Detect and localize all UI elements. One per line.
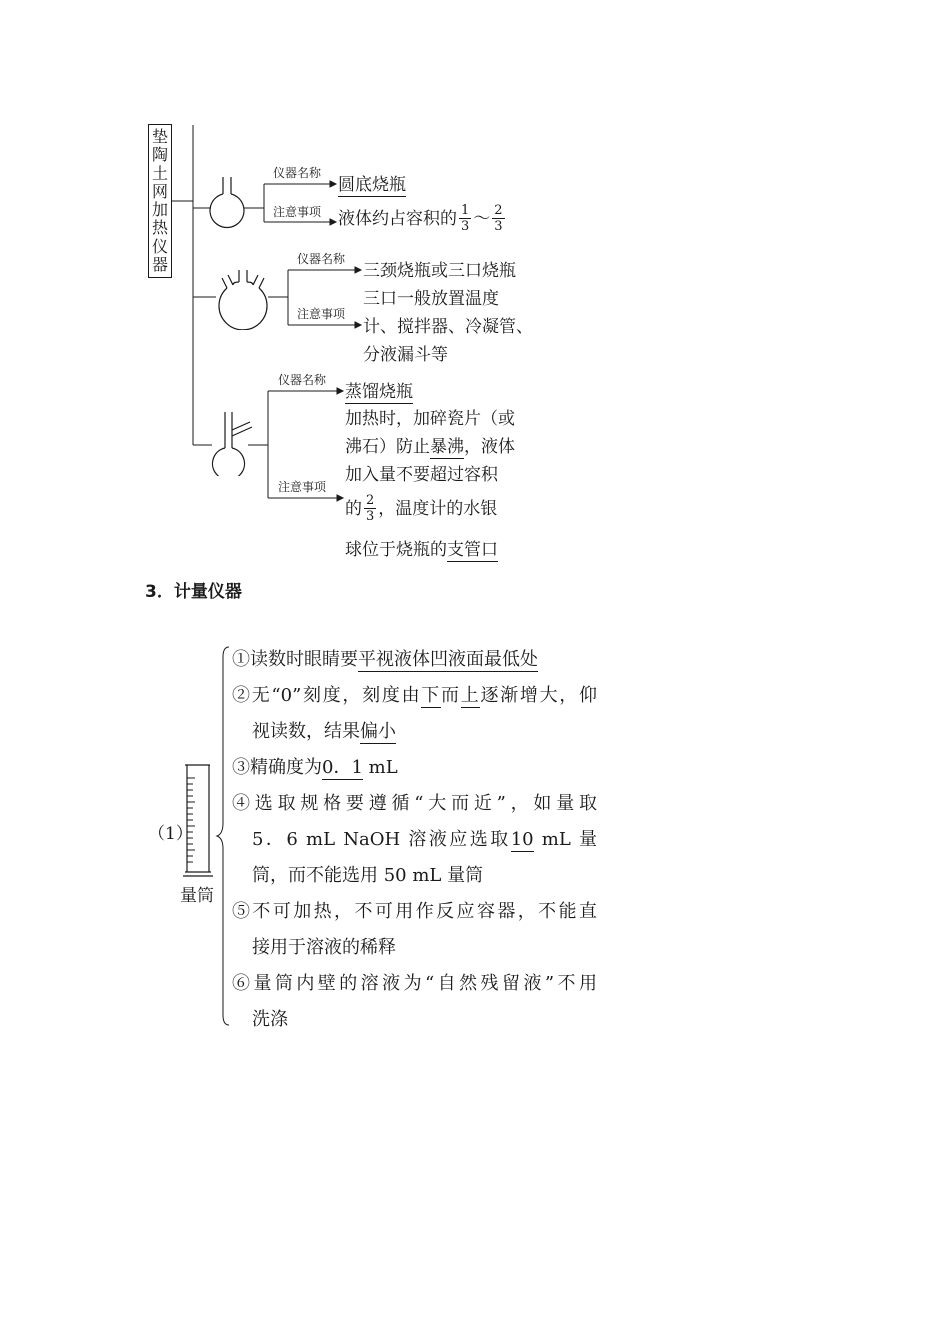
answer-blank: 10 <box>510 829 534 850</box>
note-text: ，温度计的水银 <box>378 498 498 519</box>
label-notes: 注意事项 <box>278 480 327 494</box>
list-item <box>232 642 597 678</box>
title-char: 热 <box>151 218 168 238</box>
answer-blank: 平视液体凹液面最低处 <box>358 649 538 670</box>
title-char: 陶 <box>151 145 168 165</box>
list-text: ②无“0”刻度，刻度由 <box>232 685 422 706</box>
cylinder-label: 量筒 <box>180 886 214 906</box>
fraction-denominator: 3 <box>461 219 470 234</box>
instrument-name-round-flask: 圆底烧瓶 <box>338 175 406 195</box>
section-heading: 3．计量仪器 <box>145 582 242 602</box>
list-line: 洗涤 <box>252 1009 288 1030</box>
note-text: 液体约占容积的 <box>338 208 457 229</box>
list-item <box>232 786 597 894</box>
item-index: （1） <box>148 824 193 844</box>
answer-blank: 偏小 <box>360 721 396 742</box>
title-char: 土 <box>151 163 168 183</box>
title-char: 垫 <box>151 127 168 147</box>
fraction-numerator: 2 <box>366 493 375 508</box>
list-line: ⑤不可加热，不可用作反应容器，不能直 <box>232 901 597 922</box>
list-line: ④选取规格要遵循“大而近”，如量取 <box>232 793 597 814</box>
list-text: mL <box>362 757 398 778</box>
fraction <box>492 203 504 234</box>
answer-blank: 上 <box>460 685 481 706</box>
list-line: 筒，而不能选用 50 mL 量筒 <box>252 865 484 886</box>
list-text: ①读数时眼睛要 <box>232 649 358 670</box>
note-line: 分液漏斗等 <box>363 345 448 365</box>
note-text: 的 <box>345 498 362 519</box>
list-line <box>232 714 597 750</box>
instrument-name-three-neck-flask: 三颈烧瓶或三口烧瓶 <box>363 261 516 281</box>
list-text: 视读数，结果 <box>252 721 360 742</box>
note-line <box>345 540 498 560</box>
list-item <box>232 678 597 750</box>
three-neck-flask-icon <box>212 266 274 330</box>
answer-blank: 下 <box>421 685 442 706</box>
fraction-denominator: 3 <box>494 219 503 234</box>
fraction-numerator: 2 <box>494 203 503 218</box>
label-instrument-name: 仪器名称 <box>278 373 327 387</box>
answer-blank: 暴沸 <box>430 437 464 457</box>
list-text: mL 量 <box>533 829 597 850</box>
list-line <box>232 642 597 678</box>
list-line: 接用于溶液的稀释 <box>252 937 396 958</box>
fraction <box>364 493 376 524</box>
answer-blank: 支管口 <box>447 540 498 560</box>
label-notes: 注意事项 <box>297 307 346 321</box>
label-instrument-name: 仪器名称 <box>273 166 322 180</box>
list-item <box>232 750 597 786</box>
title-char: 加 <box>151 200 168 220</box>
note-round-flask <box>338 203 507 234</box>
distilling-flask-icon <box>208 408 254 476</box>
label-instrument-name: 仪器名称 <box>297 252 346 266</box>
tilde: ～ <box>473 208 491 229</box>
measuring-notes-list <box>232 642 597 1038</box>
title-char: 器 <box>151 254 168 274</box>
title-char: 网 <box>151 181 168 201</box>
note-line: 加热时，加碎瓷片（或 <box>345 409 515 429</box>
fraction <box>459 203 471 234</box>
note-line: 加入量不要超过容积 <box>345 465 498 485</box>
note-text: 沸石）防止 <box>345 437 430 457</box>
list-line: ⑥量筒内壁的溶液为“自然残留液”不用 <box>232 973 597 994</box>
curly-brace <box>215 645 231 1027</box>
round-bottom-flask-icon <box>208 174 248 230</box>
answer-blank: 0．1 <box>322 757 363 778</box>
list-line <box>232 822 597 858</box>
list-line <box>232 750 597 786</box>
note-text: ，液体 <box>464 437 515 457</box>
instrument-name-distilling-flask: 蒸馏烧瓶 <box>345 382 413 402</box>
list-text: 逐渐增大，仰 <box>480 685 598 706</box>
label-notes: 注意事项 <box>273 205 322 219</box>
list-item <box>232 966 597 1038</box>
note-line: 计、搅拌器、冷凝管、 <box>363 317 533 337</box>
title-char: 仪 <box>151 236 168 256</box>
list-text: ③精确度为 <box>232 757 322 778</box>
fraction-numerator: 1 <box>461 203 470 218</box>
list-item <box>232 894 597 966</box>
note-text: 球位于烧瓶的 <box>345 540 447 560</box>
graduated-cylinder-icon <box>182 762 214 882</box>
list-text: 而 <box>441 685 461 706</box>
note-line <box>345 493 497 524</box>
fraction-denominator: 3 <box>366 509 375 524</box>
note-line <box>345 437 515 457</box>
list-line <box>232 678 597 714</box>
note-line: 三口一般放置温度 <box>363 289 499 309</box>
list-text: 5．6 mL NaOH 溶液应选取 <box>252 829 511 850</box>
